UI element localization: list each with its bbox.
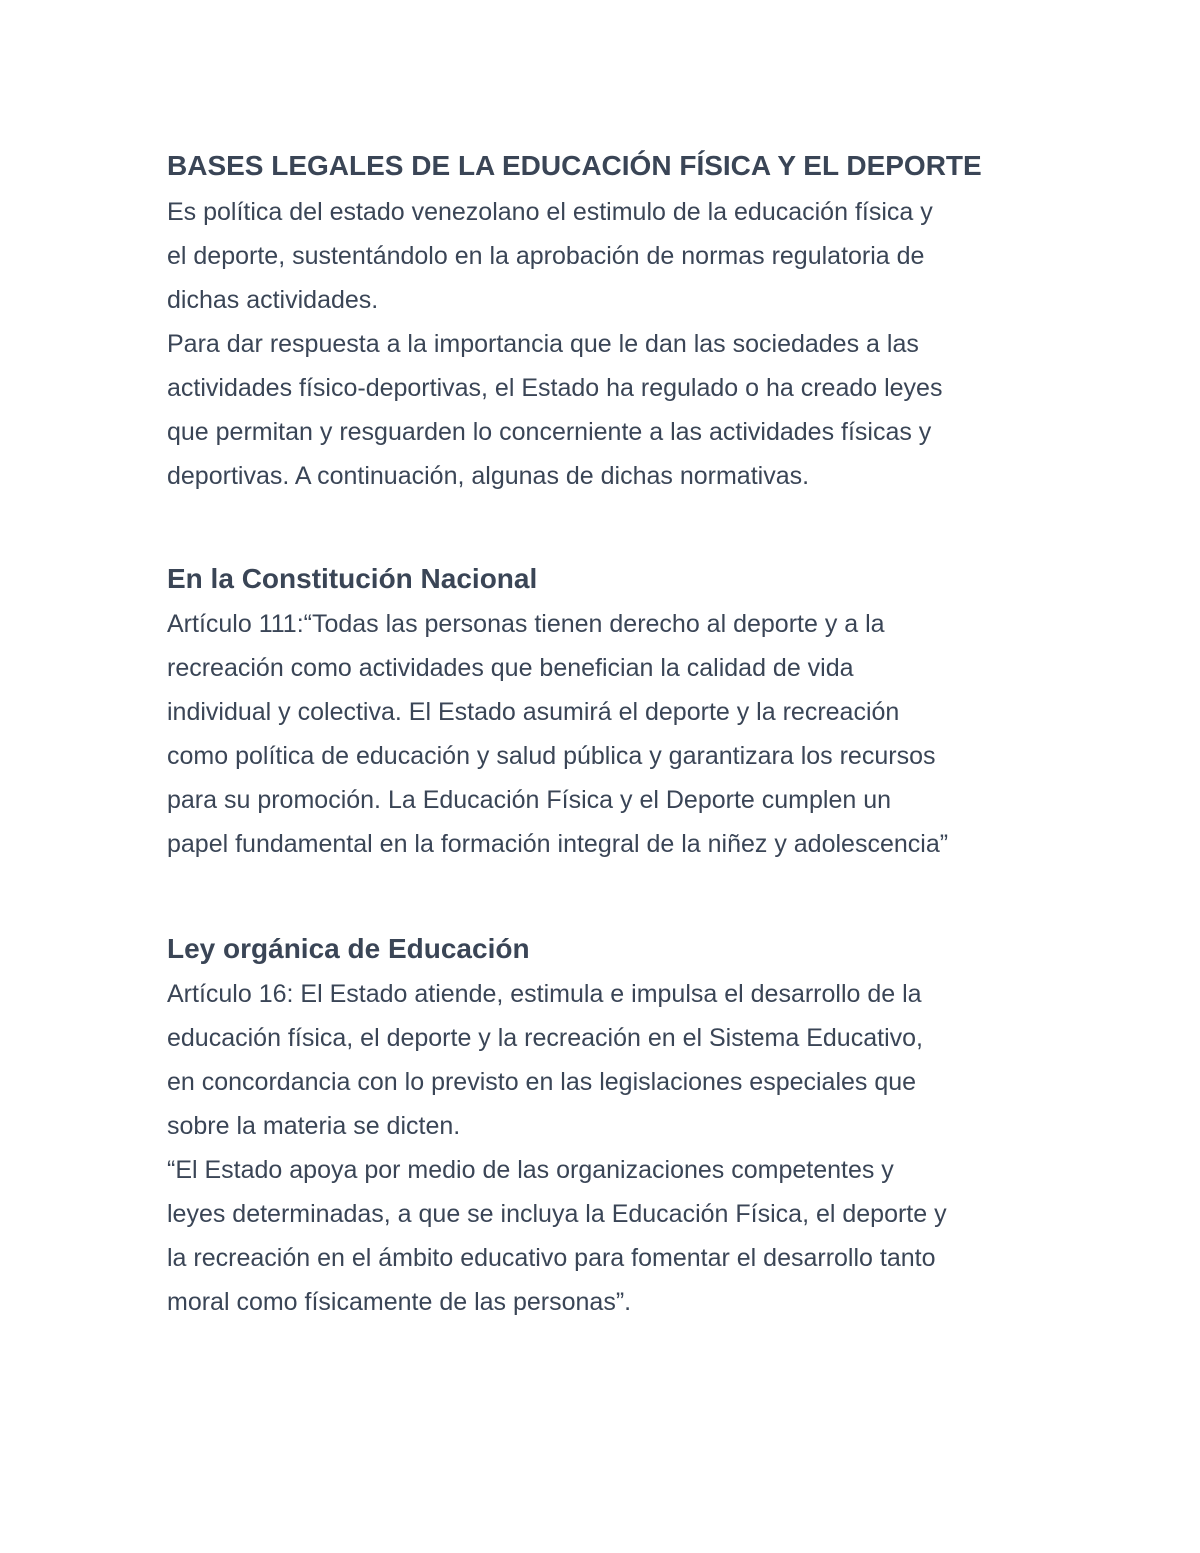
intro-paragraph-2 [167, 322, 1047, 498]
text-line: educación física, el deporte y la recreación en el Sistema Educativo, [167, 1024, 923, 1052]
text-line: en concordancia con lo previsto en las legislaciones especiales que [167, 1068, 917, 1096]
text-line: individual y colectiva. El Estado asumirá el deporte y la recreación [167, 698, 900, 726]
text-line: papel fundamental en la formación integral de la niñez y adolescencia” [167, 830, 949, 858]
text-line: Artículo 16: El Estado atiende, estimula e impulsa el desarrollo de la [167, 980, 922, 1008]
text-line: moral como físicamente de las personas”. [167, 1288, 632, 1316]
document-page [167, 146, 1047, 1324]
intro-paragraph-1 [167, 190, 1047, 322]
text-line: deportivas. A continuación, algunas de dichas normativas. [167, 462, 810, 490]
text-line: el deporte, sustentándolo en la aprobación de normas regulatoria de [167, 242, 925, 270]
article-16-paragraph [167, 972, 1047, 1148]
document-title: BASES LEGALES DE LA EDUCACIÓN FÍSICA Y EL DEPORTE [167, 150, 982, 181]
text-line: para su promoción. La Educación Física y el Deporte cumplen un [167, 786, 891, 814]
text-line: como política de educación y salud pública y garantizara los recursos [167, 742, 936, 770]
text-line: Para dar respuesta a la importancia que le dan las sociedades a las [167, 330, 919, 358]
article-111-paragraph [167, 602, 1047, 866]
text-line: Artículo 111:“Todas las personas tienen derecho al deporte y a la [167, 610, 885, 638]
section-heading-ley-organica: Ley orgánica de Educación [167, 933, 530, 964]
text-line: dichas actividades. [167, 286, 379, 314]
state-support-quote-paragraph [167, 1148, 1047, 1324]
text-line: recreación como actividades que benefician la calidad de vida [167, 654, 854, 682]
text-line: sobre la materia se dicten. [167, 1112, 461, 1140]
section-heading-constitucion: En la Constitución Nacional [167, 563, 538, 594]
text-line: que permitan y resguarden lo concerniente a las actividades físicas y [167, 418, 932, 446]
text-line: actividades físico-deportivas, el Estado ha regulado o ha creado leyes [167, 374, 943, 402]
text-line: leyes determinadas, a que se incluya la Educación Física, el deporte y [167, 1200, 947, 1228]
text-line: la recreación en el ámbito educativo para fomentar el desarrollo tanto [167, 1244, 936, 1272]
text-line: “El Estado apoya por medio de las organizaciones competentes y [167, 1156, 894, 1184]
text-line: Es política del estado venezolano el estimulo de la educación física y [167, 198, 933, 226]
